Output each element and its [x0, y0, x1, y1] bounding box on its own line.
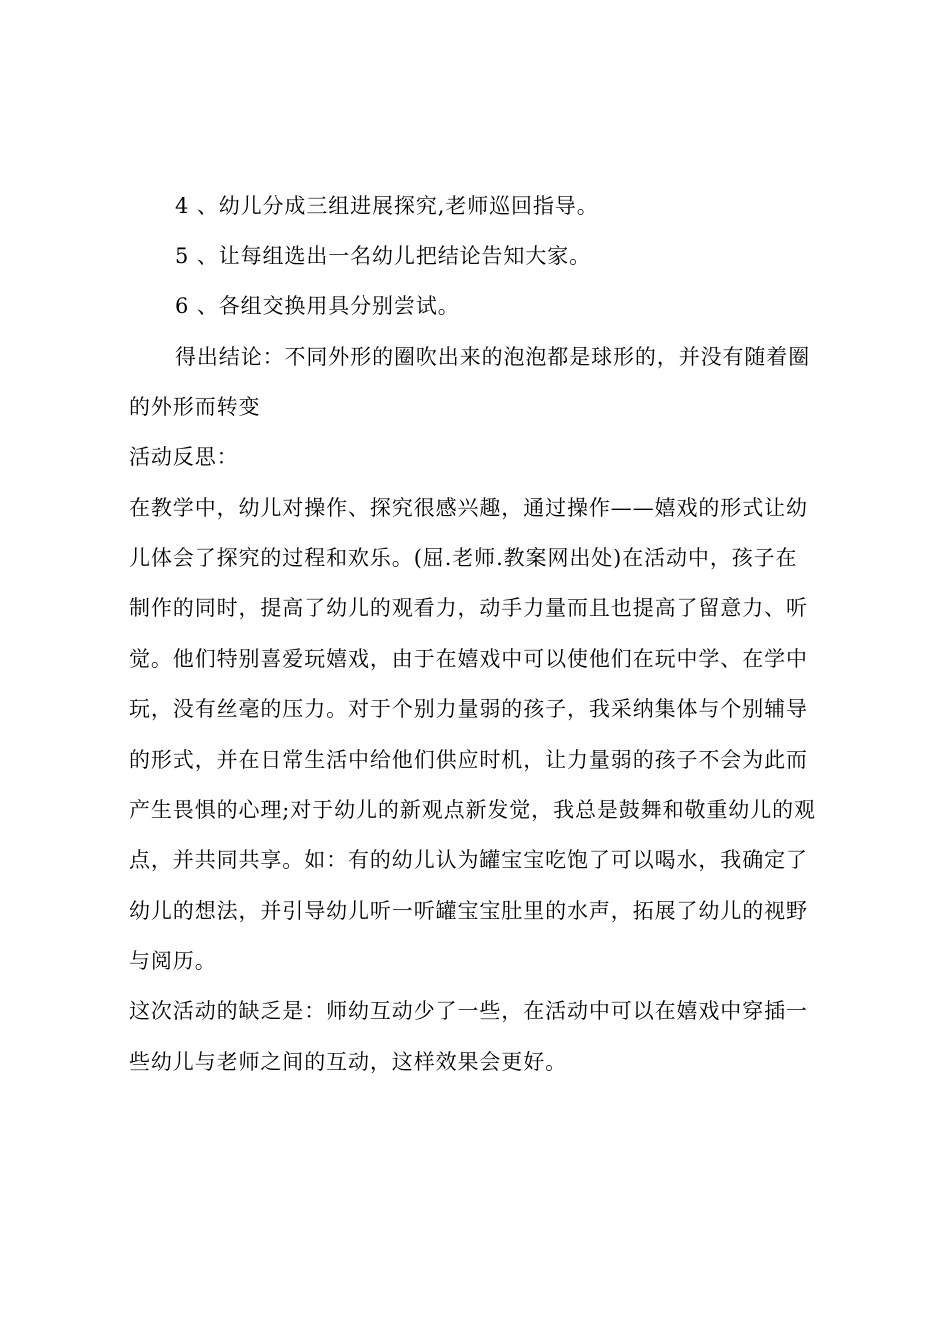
- reflection-line: 在教学中，幼儿对操作、探究很感兴趣，通过操作——嬉戏的形式让幼: [129, 496, 808, 520]
- reflection-line: 产生畏惧的心理;对于幼儿的新观点新发觉，我总是鼓舞和敬重幼儿的观: [129, 798, 816, 822]
- step-5: 5 、让每组选出一名幼儿把结论告知大家。: [175, 244, 592, 268]
- step-4: 4 、幼儿分成三组进展探究,老师巡回指导。: [175, 194, 599, 218]
- reflection-line: 的形式，并在日常生活中给他们供应时机，让力量弱的孩子不会为此而: [129, 748, 808, 772]
- reflection-heading: 活动反思：: [129, 445, 239, 469]
- reflection-line: 儿体会了探究的过程和欢乐。(屈.老师.教案网出处)在活动中，孩子在: [129, 546, 798, 570]
- conclusion-line-1: 得出结论：不同外形的圈吹出来的泡泡都是球形的，并没有随着圈: [175, 345, 811, 369]
- shortcoming-line-1: 这次活动的缺乏是：师幼互动少了一些，在活动中可以在嬉戏中穿插一: [129, 999, 808, 1023]
- reflection-line: 点，并共同共享。如：有的幼儿认为罐宝宝吃饱了可以喝水，我确定了: [129, 848, 808, 872]
- reflection-line: 与阅历。: [129, 949, 217, 973]
- reflection-line: 觉。他们特别喜爱玩嬉戏，由于在嬉戏中可以使他们在玩中学、在学中: [129, 647, 808, 671]
- reflection-line: 幼儿的想法，并引导幼儿听一听罐宝宝肚里的水声，拓展了幼儿的视野: [129, 899, 808, 923]
- shortcoming-line-2: 些幼儿与老师之间的互动，这样效果会更好。: [129, 1050, 567, 1074]
- reflection-line: 玩，没有丝毫的压力。对于个别力量弱的孩子，我采纳集体与个别辅导: [129, 697, 808, 721]
- conclusion-line-2: 的外形而转变: [129, 395, 261, 419]
- reflection-line: 制作的同时，提高了幼儿的观看力，动手力量而且也提高了留意力、听: [129, 596, 808, 620]
- step-6: 6 、各组交换用具分别尝试。: [175, 294, 460, 318]
